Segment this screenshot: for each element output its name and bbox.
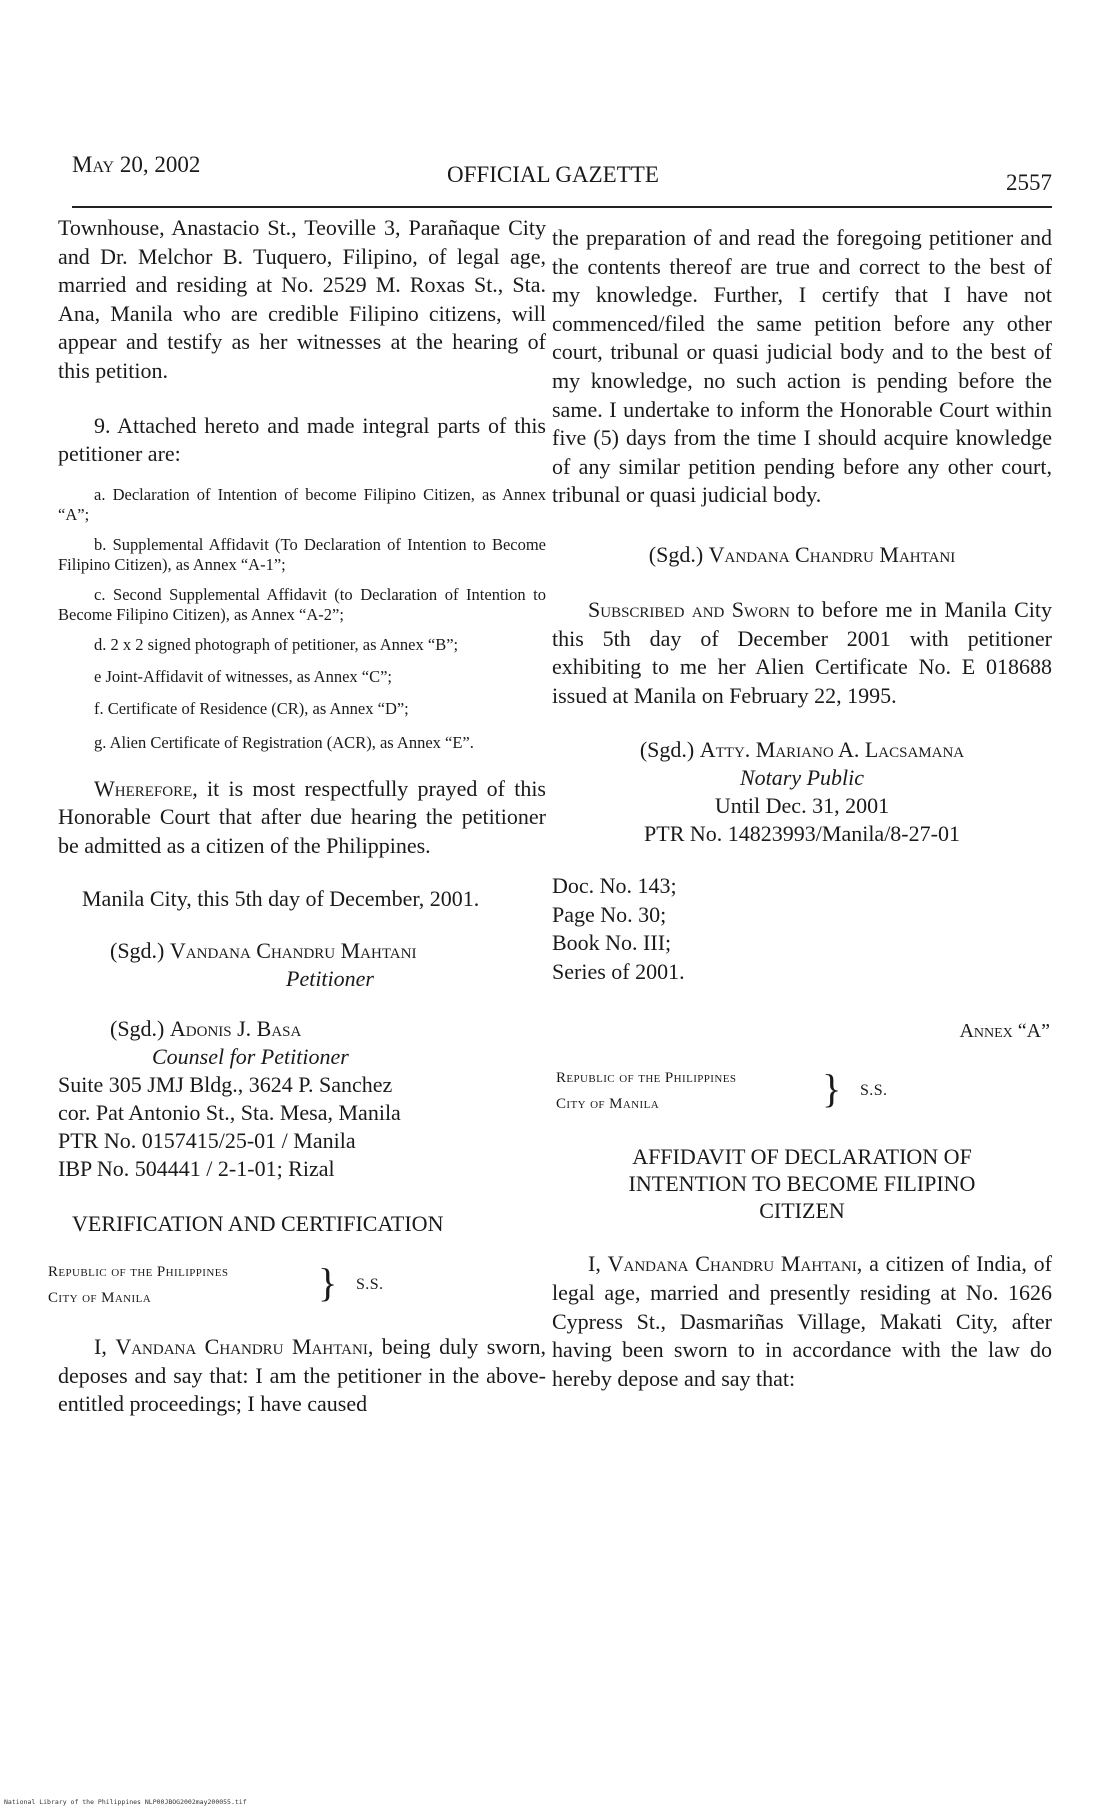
annex-a-label: Annex “A”: [959, 1020, 1050, 1043]
page-header: [72, 148, 1052, 208]
annex-item-b: b. Supplemental Affidavit (To Declaration of Intention to Become Filipino Citizen), as Annex “A-1”;: [58, 534, 546, 574]
venue-block-left: Republic of the Philippines City of Manila } S.S.: [48, 1260, 384, 1307]
certification-paragraph: the preparation of and read the foregoing petitioner and the contents thereof are true and correct to the best of my knowledge. Further, I certify that I have not commenced/filed the same petition before any other court, tribunal or quasi judicial body and to the best of my knowledge, no such action is pending before the same. I undertake to inform the Honorable Court within five (5) days from the time I should acquire knowledge of any similar petition pending before any other court, tribunal or quasi judicial body.: [552, 225, 1052, 508]
place-date: Manila City, this 5th day of December, 2001.: [82, 885, 480, 911]
scan-footer: National Library of the Philippines NLP00JBOG2002may200055.tif: [4, 1798, 247, 1806]
counsel-address-1: Suite 305 JMJ Bldg., 3624 P. Sanchez: [58, 1072, 393, 1098]
counsel-address-2: cor. Pat Antonio St., Sta. Mesa, Manila: [58, 1100, 401, 1126]
brace-symbol: }: [318, 1260, 338, 1306]
verification-paragraph: I, Vandana Chandru Mahtani, being duly sworn, deposes and say that: I am the petitioner in the above-entitled proceedings; I have caused: [58, 1334, 547, 1417]
jurat-paragraph: Subscribed and Sworn to before me in Manila City this 5th day of December 2001 with petitioner exhibiting to me her Alien Certificate No. E 018688 issued at Manila on February 22, 1995.: [552, 596, 1052, 708]
petitioner-signature-right: (Sgd.) Vandana Chandru Mahtani: [648, 541, 956, 567]
annex-item-f: f. Certificate of Residence (CR), as Annex “D”;: [94, 698, 409, 718]
wherefore-paragraph: Wherefore, it is most respectfully prayed of this Honorable Court that after due hearing the petitioner be admitted as a citizen of the Philippines.: [58, 775, 546, 858]
paragraph-9: 9. Attached hereto and made integral parts of this petitioner are:: [58, 412, 546, 467]
publication-title: OFFICIAL GAZETTE: [447, 162, 659, 187]
notarial-register: Doc. No. 143; Page No. 30; Book No. III; Series of 2001.: [552, 873, 685, 984]
counsel-ptr: PTR No. 0157415/25-01 / Manila: [58, 1128, 356, 1154]
counsel-signature: (Sgd.) Adonis J. Basa Counsel for Petitioner Suite 305 JMJ Bldg., 3624 P. Sanchez cor. Pat Antonio St., Sta. Mesa, Manila PTR No. 0157415/25-01 / Manila IBP No. 504441 / 2-1-01; Rizal: [58, 1015, 546, 1183]
annex-item-g: g. Alien Certificate of Registration (ACR), as Annex “E”.: [94, 732, 474, 752]
right-column: [552, 214, 1052, 1393]
annex-item-a: a. Declaration of Intention of become Filipino Citizen, as Annex “A”;: [58, 484, 546, 524]
petitioner-signature: (Sgd.) Vandana Chandru Mahtani Petitioner: [110, 938, 417, 992]
annex-item-e: e Joint-Affidavit of witnesses, as Annex “C”;: [94, 666, 393, 686]
witness-paragraph: Townhouse, Anastacio St., Teoville 3, Parañaque City and Dr. Melchor B. Tuquero, Filipino, of legal age, married and residing at No. 2529 M. Roxas St., Sta. Ana, Manila who are credible Filipino citizens, will appear and testify as her witnesses at the hearing of this petition.: [58, 215, 546, 383]
left-column: [48, 214, 547, 1419]
header-rule: [72, 206, 1052, 208]
counsel-ibp: IBP No. 504441 / 2-1-01; Rizal: [58, 1156, 335, 1182]
annex-list: [58, 485, 546, 753]
annex-item-c: c. Second Supplemental Affidavit (to Declaration of Intention to Become Filipino Citizen), as Annex “A-2”;: [58, 584, 547, 624]
annex-item-d: d. 2 x 2 signed photograph of petitioner, as Annex “B”;: [94, 634, 459, 654]
verification-heading: VERIFICATION AND CERTIFICATION: [72, 1211, 444, 1237]
venue-block-right: Republic of the Philippines City of Manila } S.S.: [556, 1066, 888, 1113]
page-number: 2557: [1006, 170, 1052, 195]
notary-block: (Sgd.) Atty. Mariano A. Lacsamana Notary Public Until Dec. 31, 2001 PTR No. 14823993/Manila/8-27-01: [639, 737, 965, 847]
brace-symbol: }: [822, 1066, 842, 1112]
affidavit-title: AFFIDAVIT OF DECLARATION OF INTENTION TO BECOME FILIPINO CITIZEN: [628, 1144, 976, 1224]
affidavit-paragraph: I, Vandana Chandru Mahtani, a citizen of India, of legal age, married and presently residing at No. 1626 Cypress St., Dasmariñas Village, Makati City, after having been sworn to in accordance with the law do hereby depose and say that:: [552, 1251, 1052, 1391]
issue-date: May 20, 2002: [72, 152, 201, 177]
